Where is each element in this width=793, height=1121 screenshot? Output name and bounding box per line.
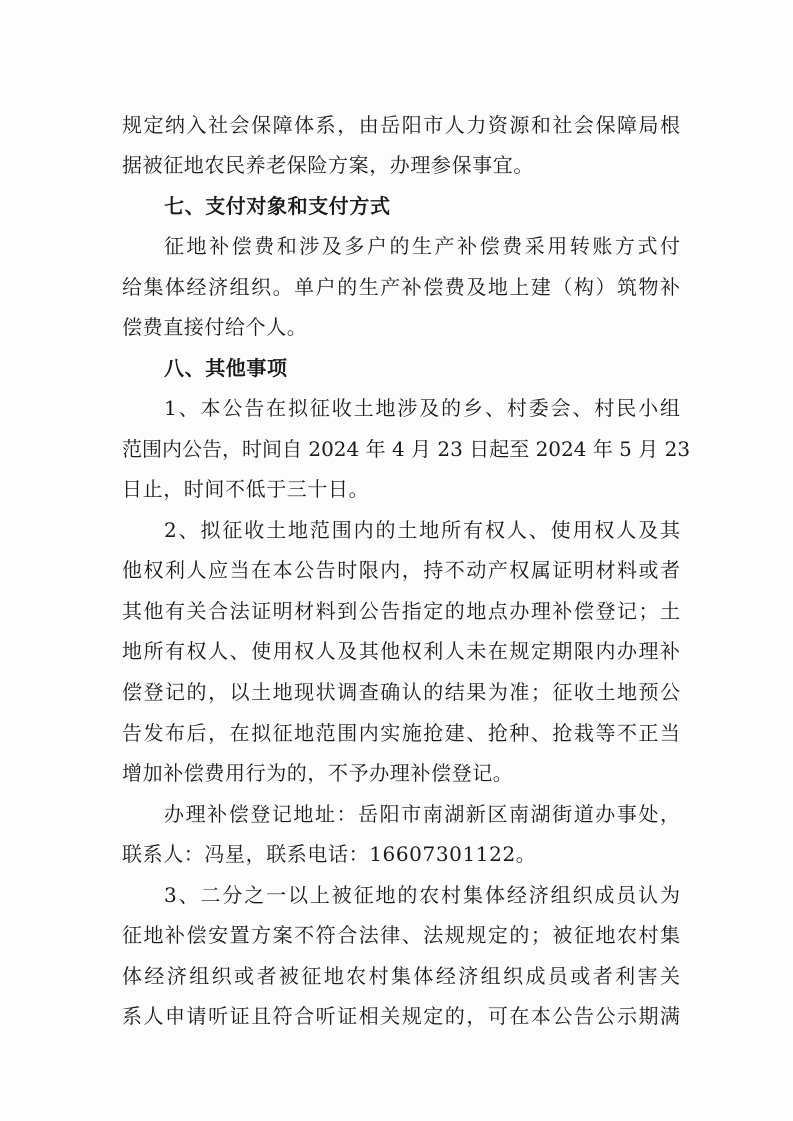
text-line: 征地补偿费和涉及多户的生产补偿费采用转账方式付 xyxy=(164,234,680,258)
text-line: 他权利人应当在本公告时限内，持不动产权属证明材料或者 xyxy=(122,558,680,582)
text-line: 办理补偿登记地址：岳阳市南湖新区南湖街道办事处， xyxy=(164,802,680,826)
text-line: 范围内公告，时间自 2024 年 4 月 23 日起至 2024 年 5 月 23 xyxy=(122,437,691,461)
text-line: 给集体经济组织。单户的生产补偿费及地上建（构）筑物补 xyxy=(122,275,680,299)
text-line: 规定纳入社会保障体系，由岳阳市人力资源和社会保障局根 xyxy=(122,113,680,137)
section-heading-8: 八、其他事项 xyxy=(164,356,288,380)
text-line: 系人申请听证且符合听证相关规定的，可在本公告公示期满 xyxy=(122,1004,680,1028)
text-line: 告发布后，在拟征地范围内实施抢建、抢种、抢栽等不正当 xyxy=(122,721,680,745)
text-line: 2、拟征收土地范围内的土地所有权人、使用权人及其 xyxy=(164,518,680,542)
text-line: 体经济组织或者被征地农村集体经济组织成员或者利害关 xyxy=(122,964,680,988)
text-line: 据被征地农民养老保险方案，办理参保事宜。 xyxy=(122,153,534,177)
text-line: 其他有关合法证明材料到公告指定的地点办理补偿登记；土 xyxy=(122,599,680,623)
text-line: 偿费直接付给个人。 xyxy=(122,315,308,339)
text-line: 1、本公告在拟征收土地涉及的乡、村委会、村民小组 xyxy=(164,396,680,420)
text-line: 3、二分之一以上被征地的农村集体经济组织成员认为 xyxy=(164,883,680,907)
text-line: 偿登记的，以土地现状调查确认的结果为准；征收土地预公 xyxy=(122,680,680,704)
text-line: 增加补偿费用行为的，不予办理补偿登记。 xyxy=(122,761,514,785)
section-heading-7: 七、支付对象和支付方式 xyxy=(164,194,391,218)
text-line: 征地补偿安置方案不符合法律、法规规定的；被征地农村集 xyxy=(122,923,680,947)
text-line: 日止，时间不低于三十日。 xyxy=(122,477,370,501)
text-line: 联系人：冯星，联系电话：16607301122。 xyxy=(122,842,537,866)
text-line: 地所有权人、使用权人及其他权利人未在规定期限内办理补 xyxy=(122,639,680,663)
